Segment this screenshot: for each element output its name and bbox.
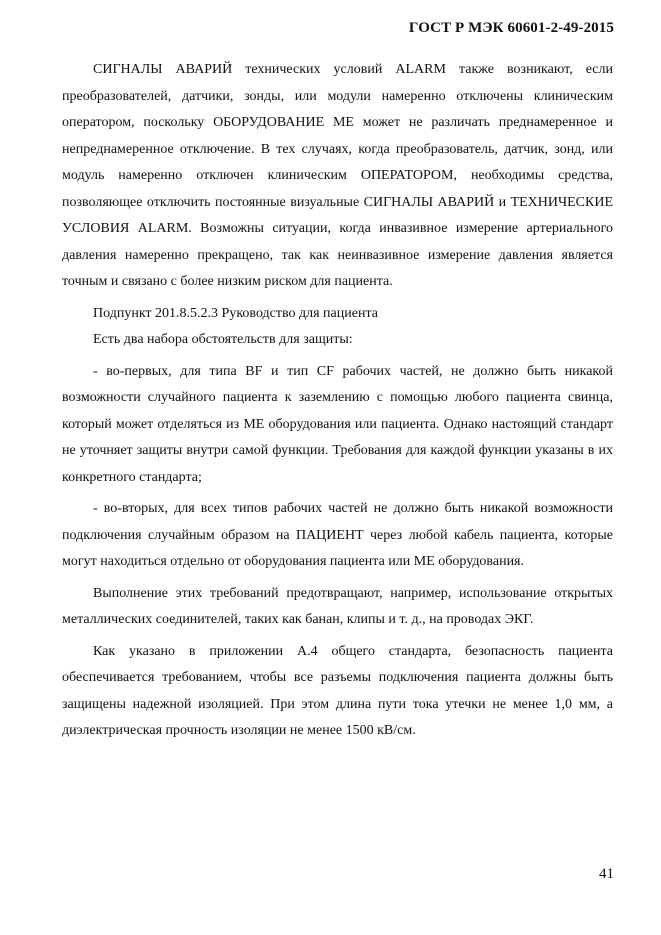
paragraph-protection-intro: Есть два набора обстоятельств для защиты: [93,332,353,347]
page-number: 41 [599,866,614,882]
paragraph-first-point: - во-первых, для типа BF и тип CF рабочих частей, не должно быть никакой возможности случайного пациента к заземлению с помощью любого пациента свинца, который может отделяться из МЕ оборудования или пациента. Однако настоящий стандарт не уточняет защиты внутри самой функции. Требования для каждой функции указаны в их конкретного стандарта; [62,363,613,485]
body-text [62,57,613,745]
paragraph-subclause-title: Подпункт 201.8.5.2.3 Руководство для пациента [93,305,378,321]
paragraph-alarm-signals: СИГНАЛЫ АВАРИЙ технических условий ALARM также возникают, если преобразователей, датчики, зонды, или модули намеренно отключены клиническим оператором, поскольку ОБОРУДОВАНИЕ МЕ может не различать преднамеренное и непреднамеренное отключение. В тех случаях, когда преобразователь, датчик, зонд, или модуль намеренно отключен клиническим ОПЕРАТОРОМ, необходимы средства, позволяющее отключить постоянные визуальные СИГНАЛЫ АВАРИЙ и ТЕХНИЧЕСКИЕ УСЛОВИЯ ALARM. Возможны ситуации, когда инвазивное измерение артериального давления намеренно прекращено, так как неинвазивное измерение давления является точным и связано с более низким риском для пациента. [62,62,613,289]
paragraph-second-point: - во-вторых, для всех типов рабочих частей не должно быть никакой возможности подключения случайным образом на ПАЦИЕНТ через любой кабель пациента, которые могут находиться отдельно от оборудования пациента или МЕ оборудования. [62,501,613,569]
paragraph-annex-reference: Как указано в приложении А.4 общего стандарта, безопасность пациента обеспечивается требованием, чтобы все разъемы подключения пациента должны быть защищены надежной изоляцией. При этом длина пути тока утечки не менее 1,0 мм, а диэлектрическая прочность изоляции не менее 1500 кВ/см. [62,643,613,738]
standard-header: ГОСТ Р МЭК 60601-2-49-2015 [408,20,614,36]
paragraph-requirements: Выполнение этих требований предотвращают, например, использование открытых металлических соединителей, таких как банан, клипы и т. д., на проводах ЭКГ. [62,585,613,627]
